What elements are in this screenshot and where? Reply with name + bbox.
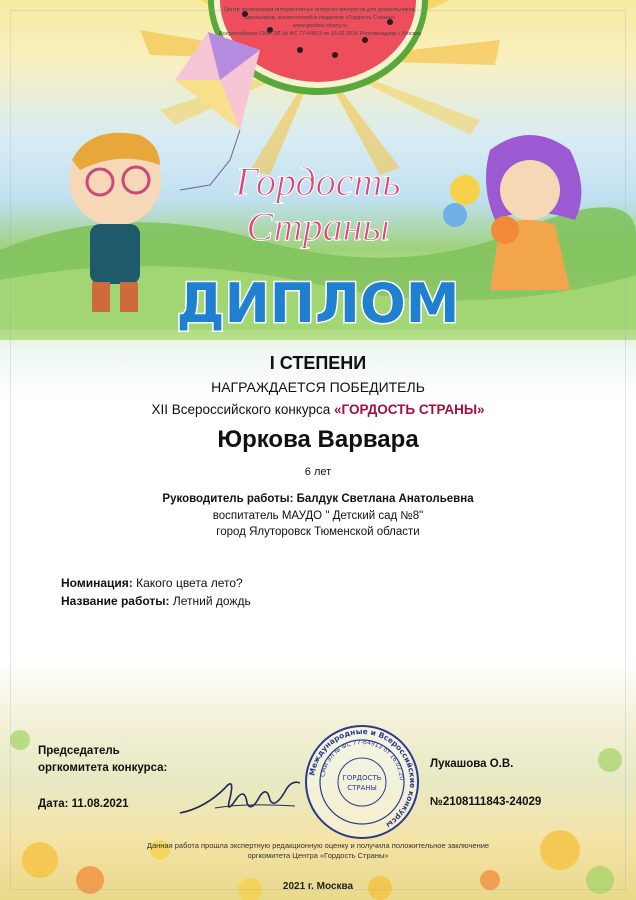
logo-line-1: Гордость — [235, 159, 401, 204]
nomination-field — [61, 576, 243, 590]
work-label: Название работы: — [61, 594, 170, 608]
chair-name: Лукашова О.В. — [430, 758, 514, 770]
work-value: Летний дождь — [169, 594, 251, 608]
issue-date: Дата: 11.08.2021 — [38, 798, 129, 810]
leader-position: воспитатель МАУДО " Детский сад №8" — [212, 510, 424, 522]
seal-top-text: СМИ ЭЛ № ФС 77-64913 от 16.02.20 — [319, 738, 405, 781]
logo-line-2: Страны — [246, 204, 390, 249]
organizer-seal — [302, 722, 422, 842]
seal-center-2: СТРАНЫ — [347, 784, 377, 792]
nomination-label: Номинация: — [61, 576, 133, 590]
degree-title: I СТЕПЕНИ — [269, 353, 367, 373]
footnote-line-2: оргкомитета Центра «Гордость Страны» — [247, 851, 389, 860]
document-number: №2108111843-24029 — [430, 796, 542, 808]
diploma-banner: ДИПЛОМ — [176, 272, 460, 335]
header-line-4: Всероссийское СМИ ЭЛ № ФС 77-64913 от 16.02.2016 Роскомнадзор г. Москва — [218, 31, 422, 37]
contest-prefix: XII Всероссийского конкурса — [151, 402, 334, 417]
leader-line: Руководитель работы: Балдук Светлана Анатольевна — [162, 493, 474, 505]
header-line-3: www.gordost-strany.ru — [292, 23, 348, 29]
awarded-line: НАГРАЖДАЕТСЯ ПОБЕДИТЕЛЬ — [211, 379, 425, 395]
nomination-value: Какого цвета лето? — [132, 576, 243, 590]
footnote-line-1: Данная работа прошла экспертную редакционную оценку и получила положительное заключение — [146, 841, 490, 850]
organizer-header — [170, 6, 470, 38]
seal-center-1: ГОРДОСТЬ — [342, 774, 382, 782]
contest-line — [0, 402, 636, 417]
leader-city: город Ялуторовск Тюменской области — [216, 526, 420, 538]
chair-label — [38, 743, 167, 777]
winner-name: Юркова Варвара — [217, 426, 419, 453]
footnote — [100, 841, 536, 861]
winner-age: 6 лет — [304, 466, 332, 478]
header-line-1: Центр организации интерактивных интернет-конкурсов для дошкольников, — [223, 7, 417, 13]
work-name-field — [61, 594, 251, 608]
seal-ring-text: Международные и Всероссийские конкурсы — [307, 726, 418, 830]
chair-line-2: оргкомитета конкурса: — [38, 762, 168, 774]
signature-image — [175, 768, 305, 823]
city-year: 2021 г. Москва — [282, 881, 354, 892]
contest-name: «ГОРДОСТЬ СТРАНЫ» — [333, 402, 485, 417]
chair-line-1: Председатель — [38, 745, 120, 757]
header-line-2: школьников, воспитателей и педагогов «Гордость Страны» — [244, 15, 396, 21]
